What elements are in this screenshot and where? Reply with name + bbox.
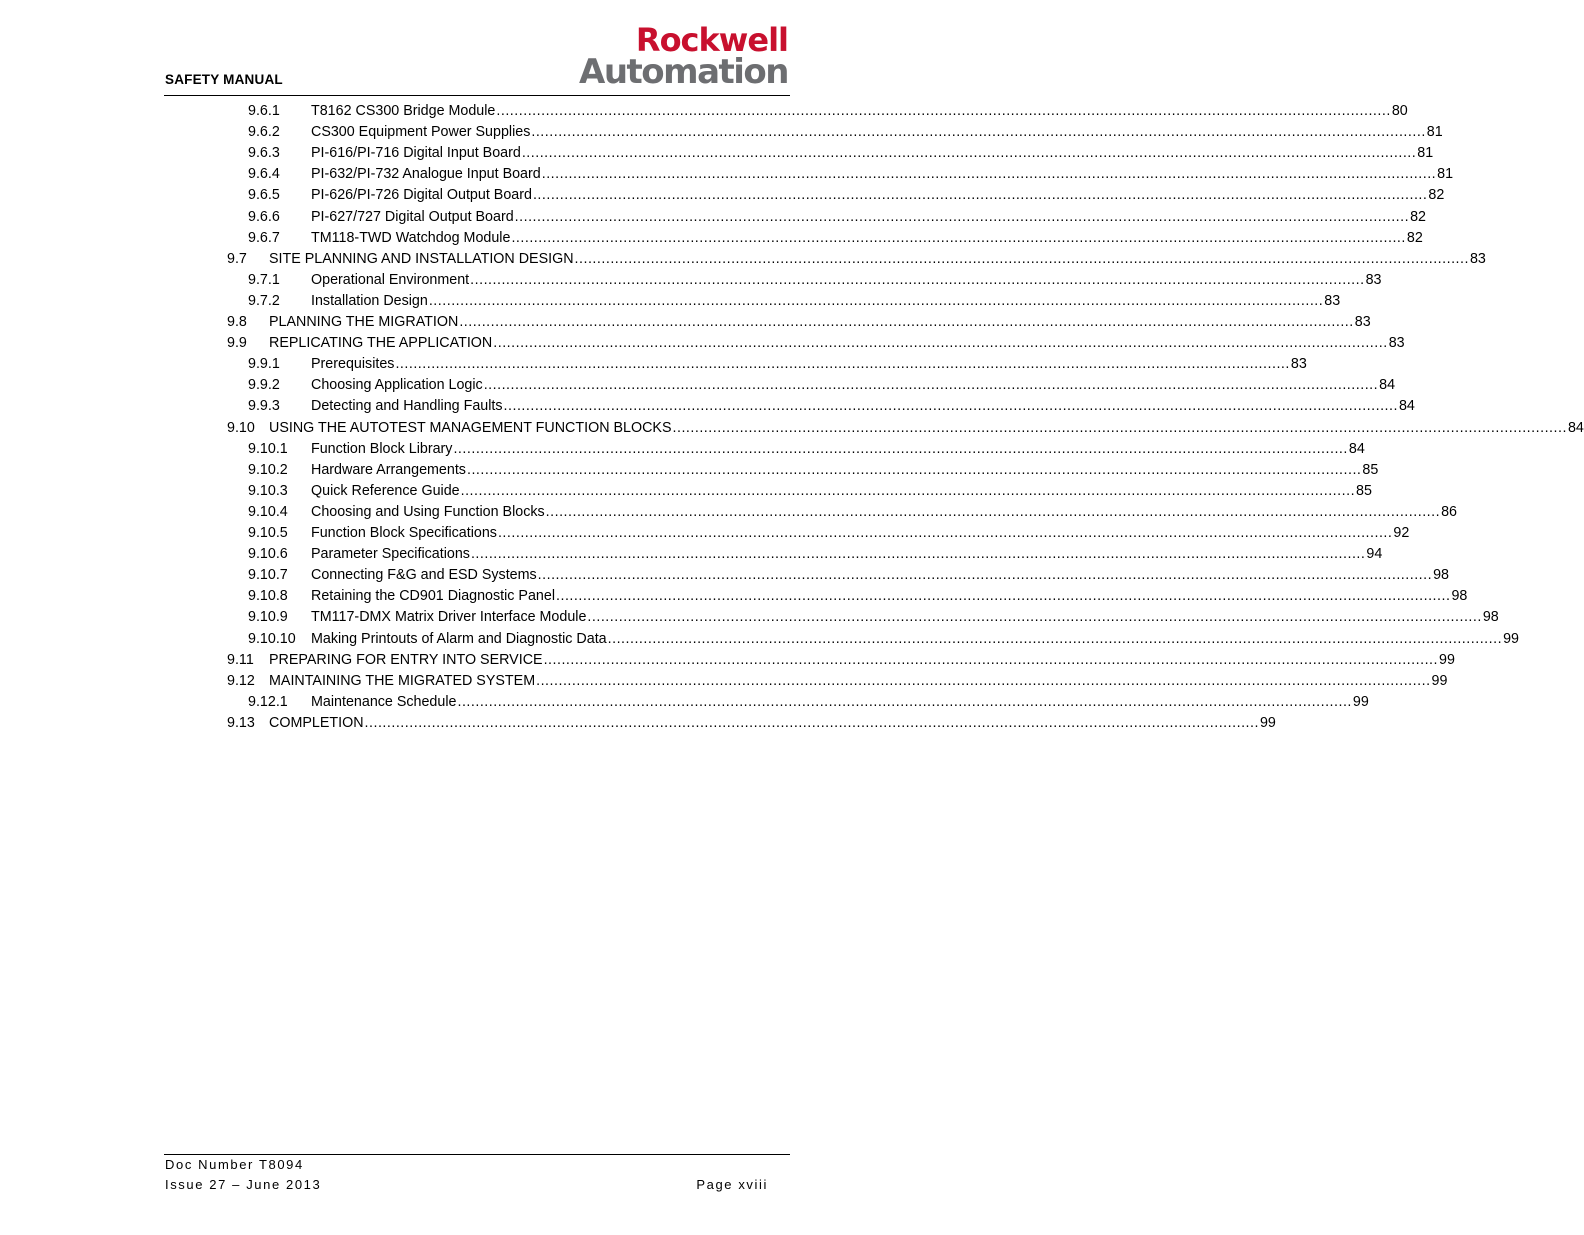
toc-entry-number: 9.9.2 <box>248 377 280 394</box>
toc-entry-page: 82 <box>1428 187 1445 204</box>
toc-entry-title: Function Block Specifications <box>311 525 497 541</box>
toc-dot-leader: ........................................................................................................................................................................................................ <box>536 672 1431 689</box>
toc-entry-page: 83 <box>1290 356 1307 373</box>
toc-entry-title: PI-616/PI-716 Digital Input Board <box>311 145 521 162</box>
logo-word-rockwell: Rockwell <box>635 21 788 59</box>
toc-entry-number: 9.10 <box>227 419 255 436</box>
toc-dot-leader: ........................................................................................................................................................................................................ <box>457 693 1352 710</box>
toc-entry-title: Operational Environment <box>311 271 470 288</box>
toc-entry-number: 9.13 <box>227 714 255 731</box>
toc-dot-leader: ........................................................................................................................................................................................................ <box>574 250 1469 267</box>
toc-dot-leader: ........................................................................................................................................................................................................ <box>545 503 1441 520</box>
toc-entry-page: 83 <box>1469 250 1486 267</box>
toc-entry-number: 9.10.2 <box>248 461 288 478</box>
toc-entry-title: Retaining the CD901 Diagnostic Panel <box>311 588 555 605</box>
toc-entry-number: 9.10.9 <box>248 609 288 626</box>
toc-entry[interactable] <box>248 122 1443 142</box>
toc-entry-page: 99 <box>1431 672 1448 689</box>
header-divider <box>164 95 790 96</box>
toc-entry[interactable] <box>248 439 1365 459</box>
toc-entry-title: PREPARING FOR ENTRY INTO SERVICE <box>269 651 543 668</box>
toc-entry-title: Function Block Library <box>311 440 453 457</box>
toc-entry[interactable] <box>248 607 1499 627</box>
toc-dot-leader: ........................................................................................................................................................................................................ <box>503 398 1398 415</box>
toc-dot-leader: ........................................................................................................................................................................................................ <box>428 292 1324 309</box>
toc-entry-number: 9.11 <box>227 651 254 668</box>
toc-entry-number: 9.6.4 <box>248 166 280 183</box>
toc-entry-page: 81 <box>1417 145 1434 162</box>
toc-entry-number: 9.8 <box>227 314 247 330</box>
toc-entry[interactable] <box>248 143 1434 163</box>
toc-dot-leader: ........................................................................................................................................................................................................ <box>587 609 1482 626</box>
toc-entry-number: 9.10.4 <box>248 503 288 520</box>
toc-entry[interactable] <box>227 312 1371 332</box>
toc-entry-number: 9.10.5 <box>248 525 288 541</box>
toc-dot-leader: ........................................................................................................................................................................................................ <box>395 356 1290 373</box>
toc-entry[interactable] <box>248 164 1454 184</box>
toc-dot-leader: ........................................................................................................................................................................................................ <box>466 461 1362 478</box>
toc-entry-number: 9.10.3 <box>248 482 288 499</box>
toc-entry-page: 82 <box>1406 229 1423 246</box>
toc-entry-number: 9.6.5 <box>248 187 280 204</box>
toc-entry[interactable] <box>248 586 1468 606</box>
toc-entry[interactable] <box>248 101 1408 121</box>
toc-entry-title: PI-626/PI-726 Digital Output Board <box>311 187 532 204</box>
toc-entry-page: 99 <box>1439 651 1455 668</box>
toc-dot-leader: ........................................................................................................................................................................................................ <box>511 229 1406 246</box>
toc-entry-number: 9.12.1 <box>248 693 288 710</box>
toc-entry-page: 84 <box>1567 419 1584 436</box>
toc-entry[interactable] <box>248 354 1307 374</box>
toc-entry-title: TM117-DMX Matrix Driver Interface Module <box>311 609 587 626</box>
logo-word-automation: Automation <box>579 52 788 92</box>
toc-entry-title: Choosing Application Logic <box>311 377 483 394</box>
toc-entry-number: 9.6.3 <box>248 145 280 162</box>
toc-entry-number: 9.9 <box>227 335 247 352</box>
footer-doc-number: Doc Number T8094 <box>165 1157 304 1172</box>
toc-entry-page: 99 <box>1352 693 1369 710</box>
toc-entry-number: 9.6.6 <box>248 208 280 225</box>
toc-entry-title: REPLICATING THE APPLICATION <box>269 335 493 352</box>
toc-entry-page: 84 <box>1379 377 1396 394</box>
toc-entry-page: 82 <box>1410 208 1427 225</box>
toc-entry-title: Quick Reference Guide <box>311 482 460 499</box>
toc-entry-title: Parameter Specifications <box>311 546 470 563</box>
toc-entry[interactable] <box>248 228 1423 248</box>
toc-dot-leader: ........................................................................................................................................................................................................ <box>364 714 1259 731</box>
toc-entry-page: 83 <box>1365 271 1382 288</box>
toc-dot-leader: ........................................................................................................................................................................................................ <box>556 588 1451 605</box>
toc-entry-title: CS300 Equipment Power Supplies <box>311 124 531 141</box>
toc-dot-leader: ........................................................................................................................................................................................................ <box>460 482 1356 499</box>
toc-entry-number: 9.6.7 <box>248 229 280 246</box>
toc-entry-page: 83 <box>1354 314 1371 330</box>
toc-entry-title: USING THE AUTOTEST MANAGEMENT FUNCTION BLOCKS <box>269 419 672 436</box>
toc-entry-title: Maintenance Schedule <box>311 693 457 710</box>
toc-entry[interactable] <box>227 333 1405 353</box>
toc-entry-page: 99 <box>1503 630 1519 647</box>
toc-entry-number: 9.9.3 <box>248 398 280 415</box>
toc-entry-number: 9.9.1 <box>248 356 280 373</box>
toc-entry-page: 83 <box>1388 335 1405 352</box>
toc-entry-page: 98 <box>1482 609 1499 626</box>
rockwell-automation-logo <box>579 21 788 92</box>
toc-dot-leader: ........................................................................................................................................................................................................ <box>521 145 1417 162</box>
toc-entry-title: TM118-TWD Watchdog Module <box>311 229 511 246</box>
footer-divider <box>164 1154 790 1155</box>
toc-dot-leader: ........................................................................................................................................................................................................ <box>496 103 1391 119</box>
toc-entry-page: 85 <box>1356 482 1372 499</box>
toc-entry-title: PLANNING THE MIGRATION <box>269 314 459 330</box>
toc-entry-page: 80 <box>1391 103 1408 119</box>
toc-entry-page: 94 <box>1366 546 1383 563</box>
toc-entry[interactable] <box>227 671 1448 691</box>
toc-entry-number: 9.7.2 <box>248 292 280 309</box>
toc-entry[interactable] <box>248 523 1410 543</box>
toc-entry-number: 9.7.1 <box>248 271 280 288</box>
toc-entry-title: PI-627/727 Digital Output Board <box>311 208 514 225</box>
toc-entry[interactable] <box>248 460 1379 480</box>
document-title: SAFETY MANUAL <box>165 72 283 87</box>
toc-entry-number: 9.10.10 <box>248 630 296 647</box>
toc-entry-page: 99 <box>1259 714 1276 731</box>
toc-entry-number: 9.6.1 <box>248 103 280 119</box>
toc-entry-title: Prerequisites <box>311 356 395 373</box>
toc-entry-title: Connecting F&G and ESD Systems <box>311 567 537 584</box>
toc-dot-leader: ........................................................................................................................................................................................................ <box>470 271 1365 288</box>
toc-dot-leader: ........................................................................................................................................................................................................ <box>514 208 1410 225</box>
toc-dot-leader: ........................................................................................................................................................................................................ <box>483 377 1379 394</box>
toc-entry[interactable] <box>227 418 1584 438</box>
toc-entry-number: 9.6.2 <box>248 124 280 141</box>
toc-entry-title: Detecting and Handling Faults <box>311 398 503 415</box>
toc-dot-leader: ........................................................................................................................................................................................................ <box>497 525 1393 541</box>
toc-entry-page: 83 <box>1324 292 1341 309</box>
toc-entry-number: 9.12 <box>227 672 255 689</box>
toc-entry-title: Installation Design <box>311 292 428 309</box>
toc-entry-number: 9.7 <box>227 250 247 267</box>
toc-entry-title: PI-632/PI-732 Analogue Input Board <box>311 166 541 183</box>
toc-entry-page: 85 <box>1362 461 1379 478</box>
toc-entry-title: Hardware Arrangements <box>311 461 466 478</box>
footer-issue: Issue 27 – June 2013 <box>165 1177 322 1192</box>
toc-entry-title: Making Printouts of Alarm and Diagnostic Data <box>311 630 607 647</box>
toc-entry-number: 9.10.7 <box>248 567 288 584</box>
toc-entry-page: 81 <box>1437 166 1454 183</box>
toc-dot-leader: ........................................................................................................................................................................................................ <box>607 630 1503 647</box>
toc-entry-page: 86 <box>1441 503 1457 520</box>
toc-entry[interactable] <box>248 207 1427 227</box>
toc-dot-leader: ........................................................................................................................................................................................................ <box>531 124 1426 141</box>
toc-entry[interactable] <box>227 249 1486 269</box>
toc-entry-title: SITE PLANNING AND INSTALLATION DESIGN <box>269 250 574 267</box>
toc-entry[interactable] <box>248 629 1519 649</box>
toc-entry[interactable] <box>248 544 1383 564</box>
toc-entry[interactable] <box>248 270 1382 290</box>
toc-entry[interactable] <box>227 713 1276 733</box>
toc-entry[interactable] <box>248 565 1450 585</box>
toc-entry[interactable] <box>248 481 1372 501</box>
toc-entry-page: 81 <box>1426 124 1443 141</box>
toc-dot-leader: ........................................................................................................................................................................................................ <box>543 651 1438 668</box>
toc-dot-leader: ........................................................................................................................................................................................................ <box>672 419 1567 436</box>
toc-entry-page: 98 <box>1451 588 1468 605</box>
toc-dot-leader: ........................................................................................................................................................................................................ <box>532 187 1428 204</box>
toc-entry-title: MAINTAINING THE MIGRATED SYSTEM <box>269 672 536 689</box>
toc-entry-number: 9.10.6 <box>248 546 288 563</box>
toc-dot-leader: ........................................................................................................................................................................................................ <box>470 546 1366 563</box>
toc-dot-leader: ........................................................................................................................................................................................................ <box>459 314 1354 330</box>
toc-dot-leader: ........................................................................................................................................................................................................ <box>541 166 1437 183</box>
toc-entry-page: 98 <box>1433 567 1450 584</box>
toc-dot-leader: ........................................................................................................................................................................................................ <box>493 335 1388 352</box>
toc-entry[interactable] <box>248 396 1415 416</box>
toc-entry-number: 9.10.1 <box>248 440 288 457</box>
toc-entry[interactable] <box>248 502 1457 522</box>
toc-dot-leader: ........................................................................................................................................................................................................ <box>537 567 1433 584</box>
toc-entry-page: 84 <box>1398 398 1415 415</box>
toc-entry[interactable] <box>248 291 1341 311</box>
toc-entry-page: 92 <box>1393 525 1410 541</box>
footer-page-number: Page xviii <box>696 1177 768 1192</box>
toc-entry[interactable] <box>248 185 1445 205</box>
toc-dot-leader: ........................................................................................................................................................................................................ <box>453 440 1348 457</box>
toc-entry-page: 84 <box>1348 440 1365 457</box>
toc-entry-number: 9.10.8 <box>248 588 288 605</box>
toc-entry[interactable] <box>248 375 1396 395</box>
toc-entry-title: Choosing and Using Function Blocks <box>311 503 545 520</box>
toc-entry-title: T8162 CS300 Bridge Module <box>311 103 496 119</box>
toc-entry-title: COMPLETION <box>269 714 364 731</box>
toc-entry[interactable] <box>227 650 1455 670</box>
toc-entry[interactable] <box>248 692 1369 712</box>
